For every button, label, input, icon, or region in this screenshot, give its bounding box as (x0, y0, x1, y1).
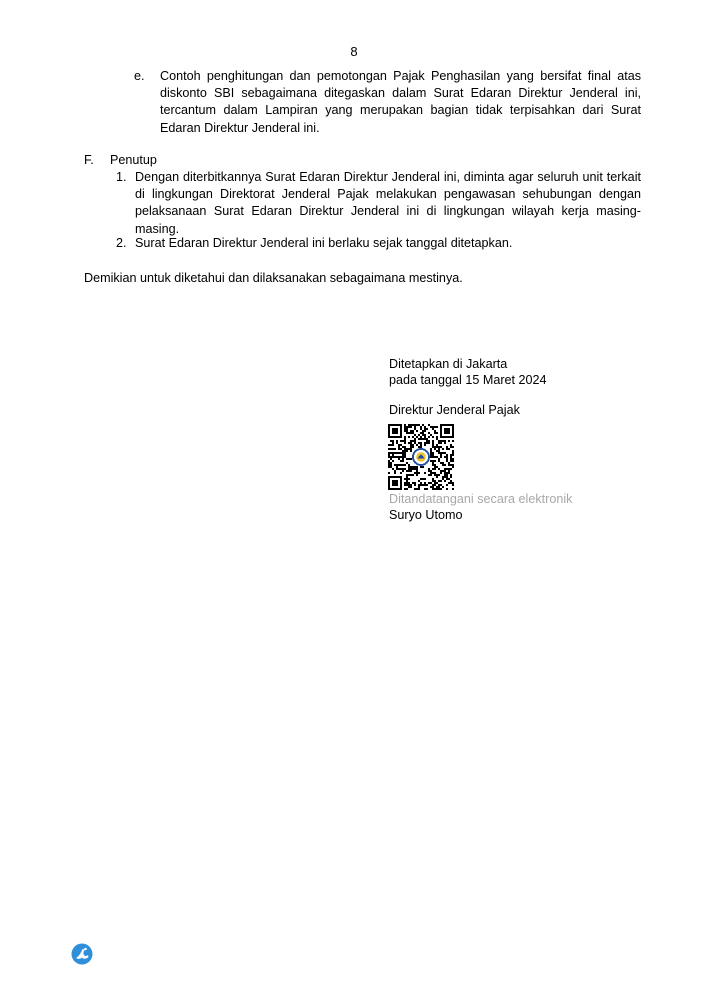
electronic-signature-note: Ditandatangani secara elektronik (389, 492, 573, 506)
page-number: 8 (350, 44, 358, 59)
section-e-marker: e. (134, 69, 145, 83)
section-f-marker: F. (84, 153, 94, 167)
section-f-item-1-text: Dengan diterbitkannya Surat Edaran Direktur Jenderal ini, diminta agar seluruh unit terkait di lingkungan Direktorat Jenderal Pajak melakukan pengawasan sehubungan dengan pelaksanaan Surat Edaran Direktur Jenderal ini di lingkungan wilayah kerja masing-masing. (135, 170, 641, 236)
signatory-name: Suryo Utomo (389, 508, 463, 522)
section-f-item-2-text: Surat Edaran Direktur Jenderal ini berlaku sejak tanggal ditetapkan. (135, 236, 513, 250)
qr-center-emblem (412, 448, 430, 466)
section-f-heading: Penutup (110, 153, 157, 167)
signature-position: Direktur Jenderal Pajak (389, 403, 520, 417)
closing-statement: Demikian untuk diketahui dan dilaksanakan sebagaimana mestinya. (84, 271, 463, 285)
section-e-text: Contoh penghitungan dan pemotongan Pajak Penghasilan yang bersifat final atas diskonto SBI sebagaimana ditegaskan dalam Surat Edaran Direktur Jenderal ini, tercantum dalam Lampiran yang merupakan bagian tidak terpisahkan dari Surat Edaran Direktur Jenderal ini. (160, 69, 641, 135)
signature-place: Ditetapkan di Jakarta (389, 357, 508, 371)
section-f-item-2-marker: 2. (116, 236, 127, 250)
section-f-item-1-marker: 1. (116, 170, 127, 184)
qr-code-icon (388, 424, 454, 490)
footer-logo-icon (71, 943, 93, 965)
signature-date: pada tanggal 15 Maret 2024 (389, 373, 547, 387)
